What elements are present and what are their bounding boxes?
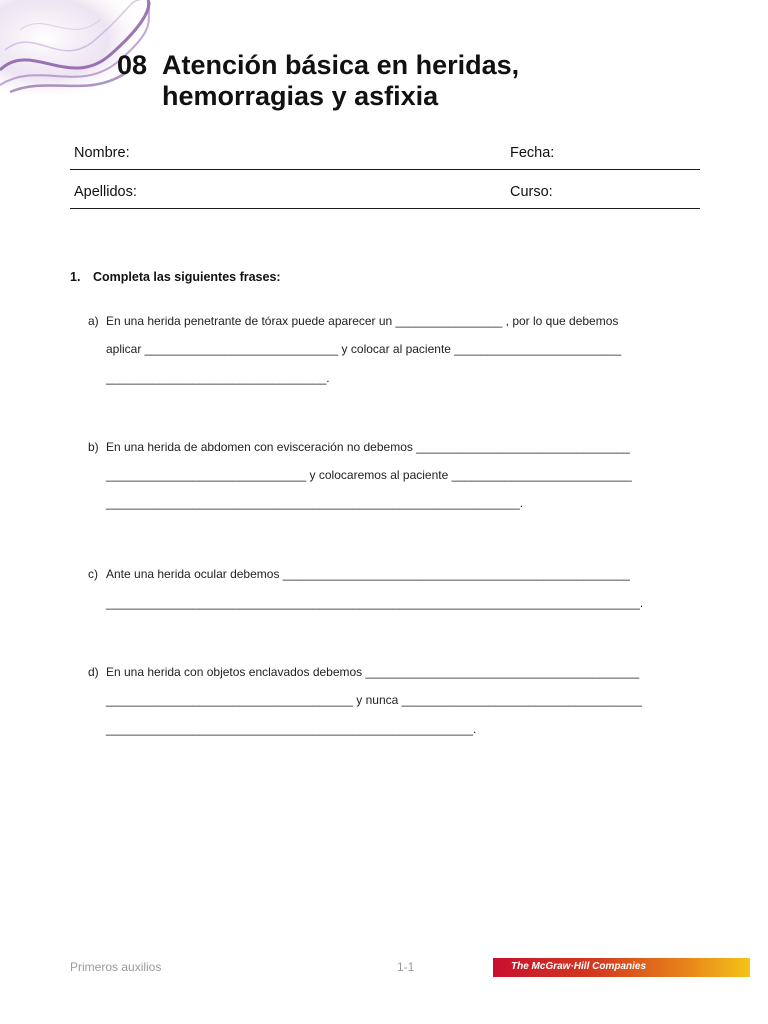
item-line: En una herida penetrante de tórax puede aparecer un ________________ , por lo que debemos xyxy=(106,314,619,328)
course-label: Curso: xyxy=(510,184,553,200)
date-label: Fecha: xyxy=(510,145,555,161)
publisher-logo xyxy=(493,958,750,977)
item-line: ______________________________ y colocaremos al paciente ___________________________ xyxy=(106,468,632,482)
item-line: Ante una herida ocular debemos ____________________________________________________ xyxy=(106,567,630,581)
title-line-1: Atención básica en heridas, xyxy=(162,50,520,80)
item-line: aplicar _____________________________ y colocar al paciente _________________________ xyxy=(106,342,622,356)
item-line: ________________________________________________________________________________. xyxy=(106,596,644,610)
item-letter: c) xyxy=(88,567,98,581)
publisher-logo-text: The McGraw·Hill Companies xyxy=(511,961,647,972)
item-letter: d) xyxy=(88,665,99,679)
question-text: Completa las siguientes frases: xyxy=(93,270,281,284)
item-line: En una herida con objetos enclavados debemos _________________________________________ xyxy=(106,665,640,679)
footer-page-number: 1-1 xyxy=(397,960,415,974)
question-heading xyxy=(70,270,281,284)
item-line: _______________________________________________________. xyxy=(106,722,477,736)
name-date-row xyxy=(70,139,700,170)
name-label: Nombre: xyxy=(74,145,130,161)
item-line: _________________________________. xyxy=(106,371,330,385)
item-line: _____________________________________ y nunca ____________________________________ xyxy=(106,693,642,707)
page-title xyxy=(162,50,602,112)
item-line: ______________________________________________________________. xyxy=(106,496,524,510)
question-number: 1. xyxy=(70,270,81,284)
item-letter: b) xyxy=(88,440,99,454)
surname-course-row xyxy=(70,178,700,209)
title-line-2: hemorragias y asfixia xyxy=(162,81,439,111)
item-letter: a) xyxy=(88,314,99,328)
footer-subject: Primeros auxilios xyxy=(70,960,162,974)
item-line: En una herida de abdomen con evisceración no debemos ________________________________ xyxy=(106,440,630,454)
chapter-number: 08 xyxy=(117,50,148,80)
surname-label: Apellidos: xyxy=(74,184,137,200)
